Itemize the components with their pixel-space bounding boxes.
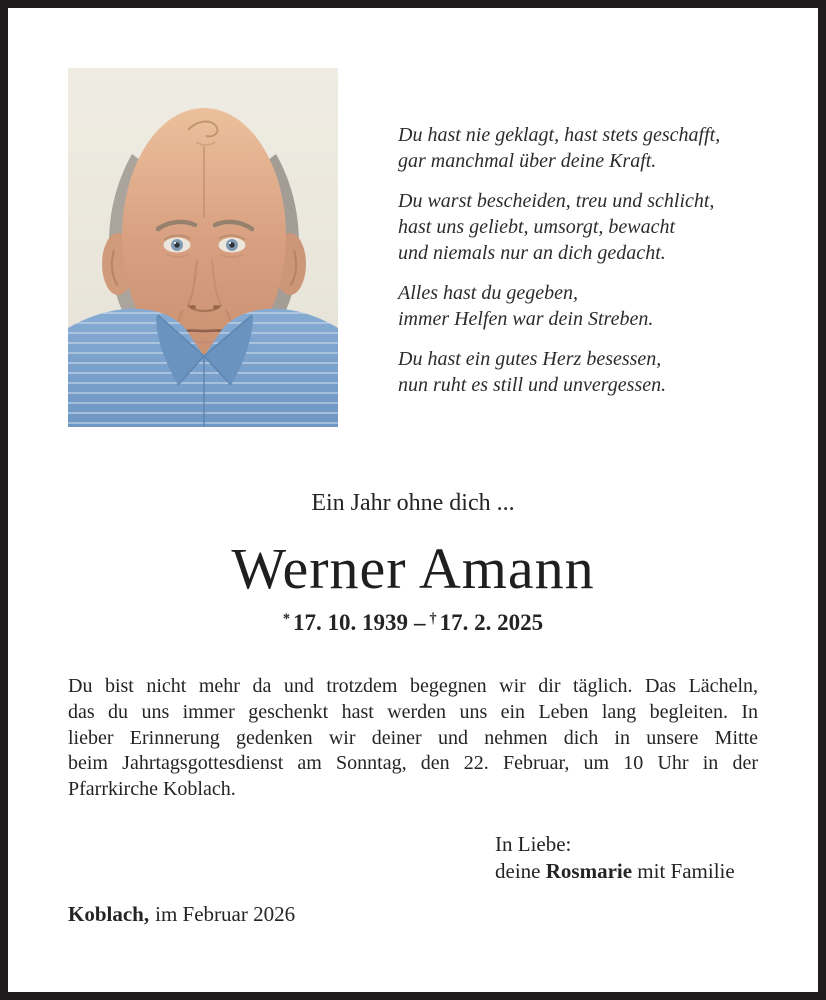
- announcement-line: Du bist nicht mehr da und trotzdem begegnen wir dir täglich. Das Lächeln,: [68, 675, 758, 697]
- announcement-paragraph: [68, 674, 758, 803]
- memorial-lead-line: Ein Jahr ohne dich ...: [311, 490, 515, 516]
- poem-line: immer Helfen war dein Streben.: [398, 308, 654, 330]
- birth-symbol: *: [282, 610, 290, 627]
- announcement-line: lieber Erinnerung gedenken wir deiner und nehmen dich in unsere Mitte: [68, 726, 758, 749]
- closing-salutation: In Liebe:: [495, 832, 572, 856]
- poem-line: Du hast nie geklagt, hast stets geschafft,: [398, 124, 721, 146]
- signature-name: Rosmarie: [545, 859, 633, 883]
- place-name: Koblach,: [68, 902, 150, 926]
- elderly-man-portrait-illustration: [68, 68, 338, 427]
- closing-block: [495, 831, 735, 885]
- announcement-line: das du uns immer geschenkt hast werden uns ein Leben lang begleiten. In: [68, 700, 758, 723]
- poem-line: hast uns geliebt, umsorgt, bewacht: [398, 216, 676, 238]
- poem-line: Alles hast du gegeben,: [398, 282, 578, 304]
- birth-date: 17. 10. 1939: [293, 610, 408, 635]
- poem-line: Du warst bescheiden, treu und schlicht,: [398, 190, 715, 212]
- poem-line: Du hast ein gutes Herz besessen,: [398, 348, 662, 370]
- portrait-photo: [68, 68, 338, 427]
- poem-line: und niemals nur an dich gedacht.: [398, 242, 666, 264]
- date-separator: –: [414, 610, 426, 635]
- signature-line: [495, 858, 735, 885]
- signature-suffix: mit Familie: [632, 859, 735, 883]
- memorial-poem: [398, 122, 763, 398]
- place-date-line: [68, 902, 295, 927]
- announcement-line: Pfarrkirche Koblach.: [68, 778, 236, 801]
- poem-line: nun ruht es still und unvergessen.: [398, 374, 667, 396]
- signature-prefix: deine: [495, 859, 546, 883]
- death-symbol: †: [429, 610, 437, 627]
- deceased-name: Werner Amann: [231, 536, 595, 601]
- poem-stanza: [398, 346, 763, 398]
- poem-line: gar manchmal über deine Kraft.: [398, 150, 657, 172]
- announcement-line: beim Jahrtagsgottesdienst am Sonntag, den 22. Februar, um 10 Uhr in der: [68, 752, 758, 775]
- poem-stanza: [398, 280, 763, 332]
- publication-date: im Februar 2026: [155, 902, 296, 926]
- death-date: 17. 2. 2025: [439, 610, 544, 635]
- poem-stanza: [398, 122, 763, 174]
- poem-stanza: [398, 188, 763, 266]
- life-dates: [8, 609, 818, 637]
